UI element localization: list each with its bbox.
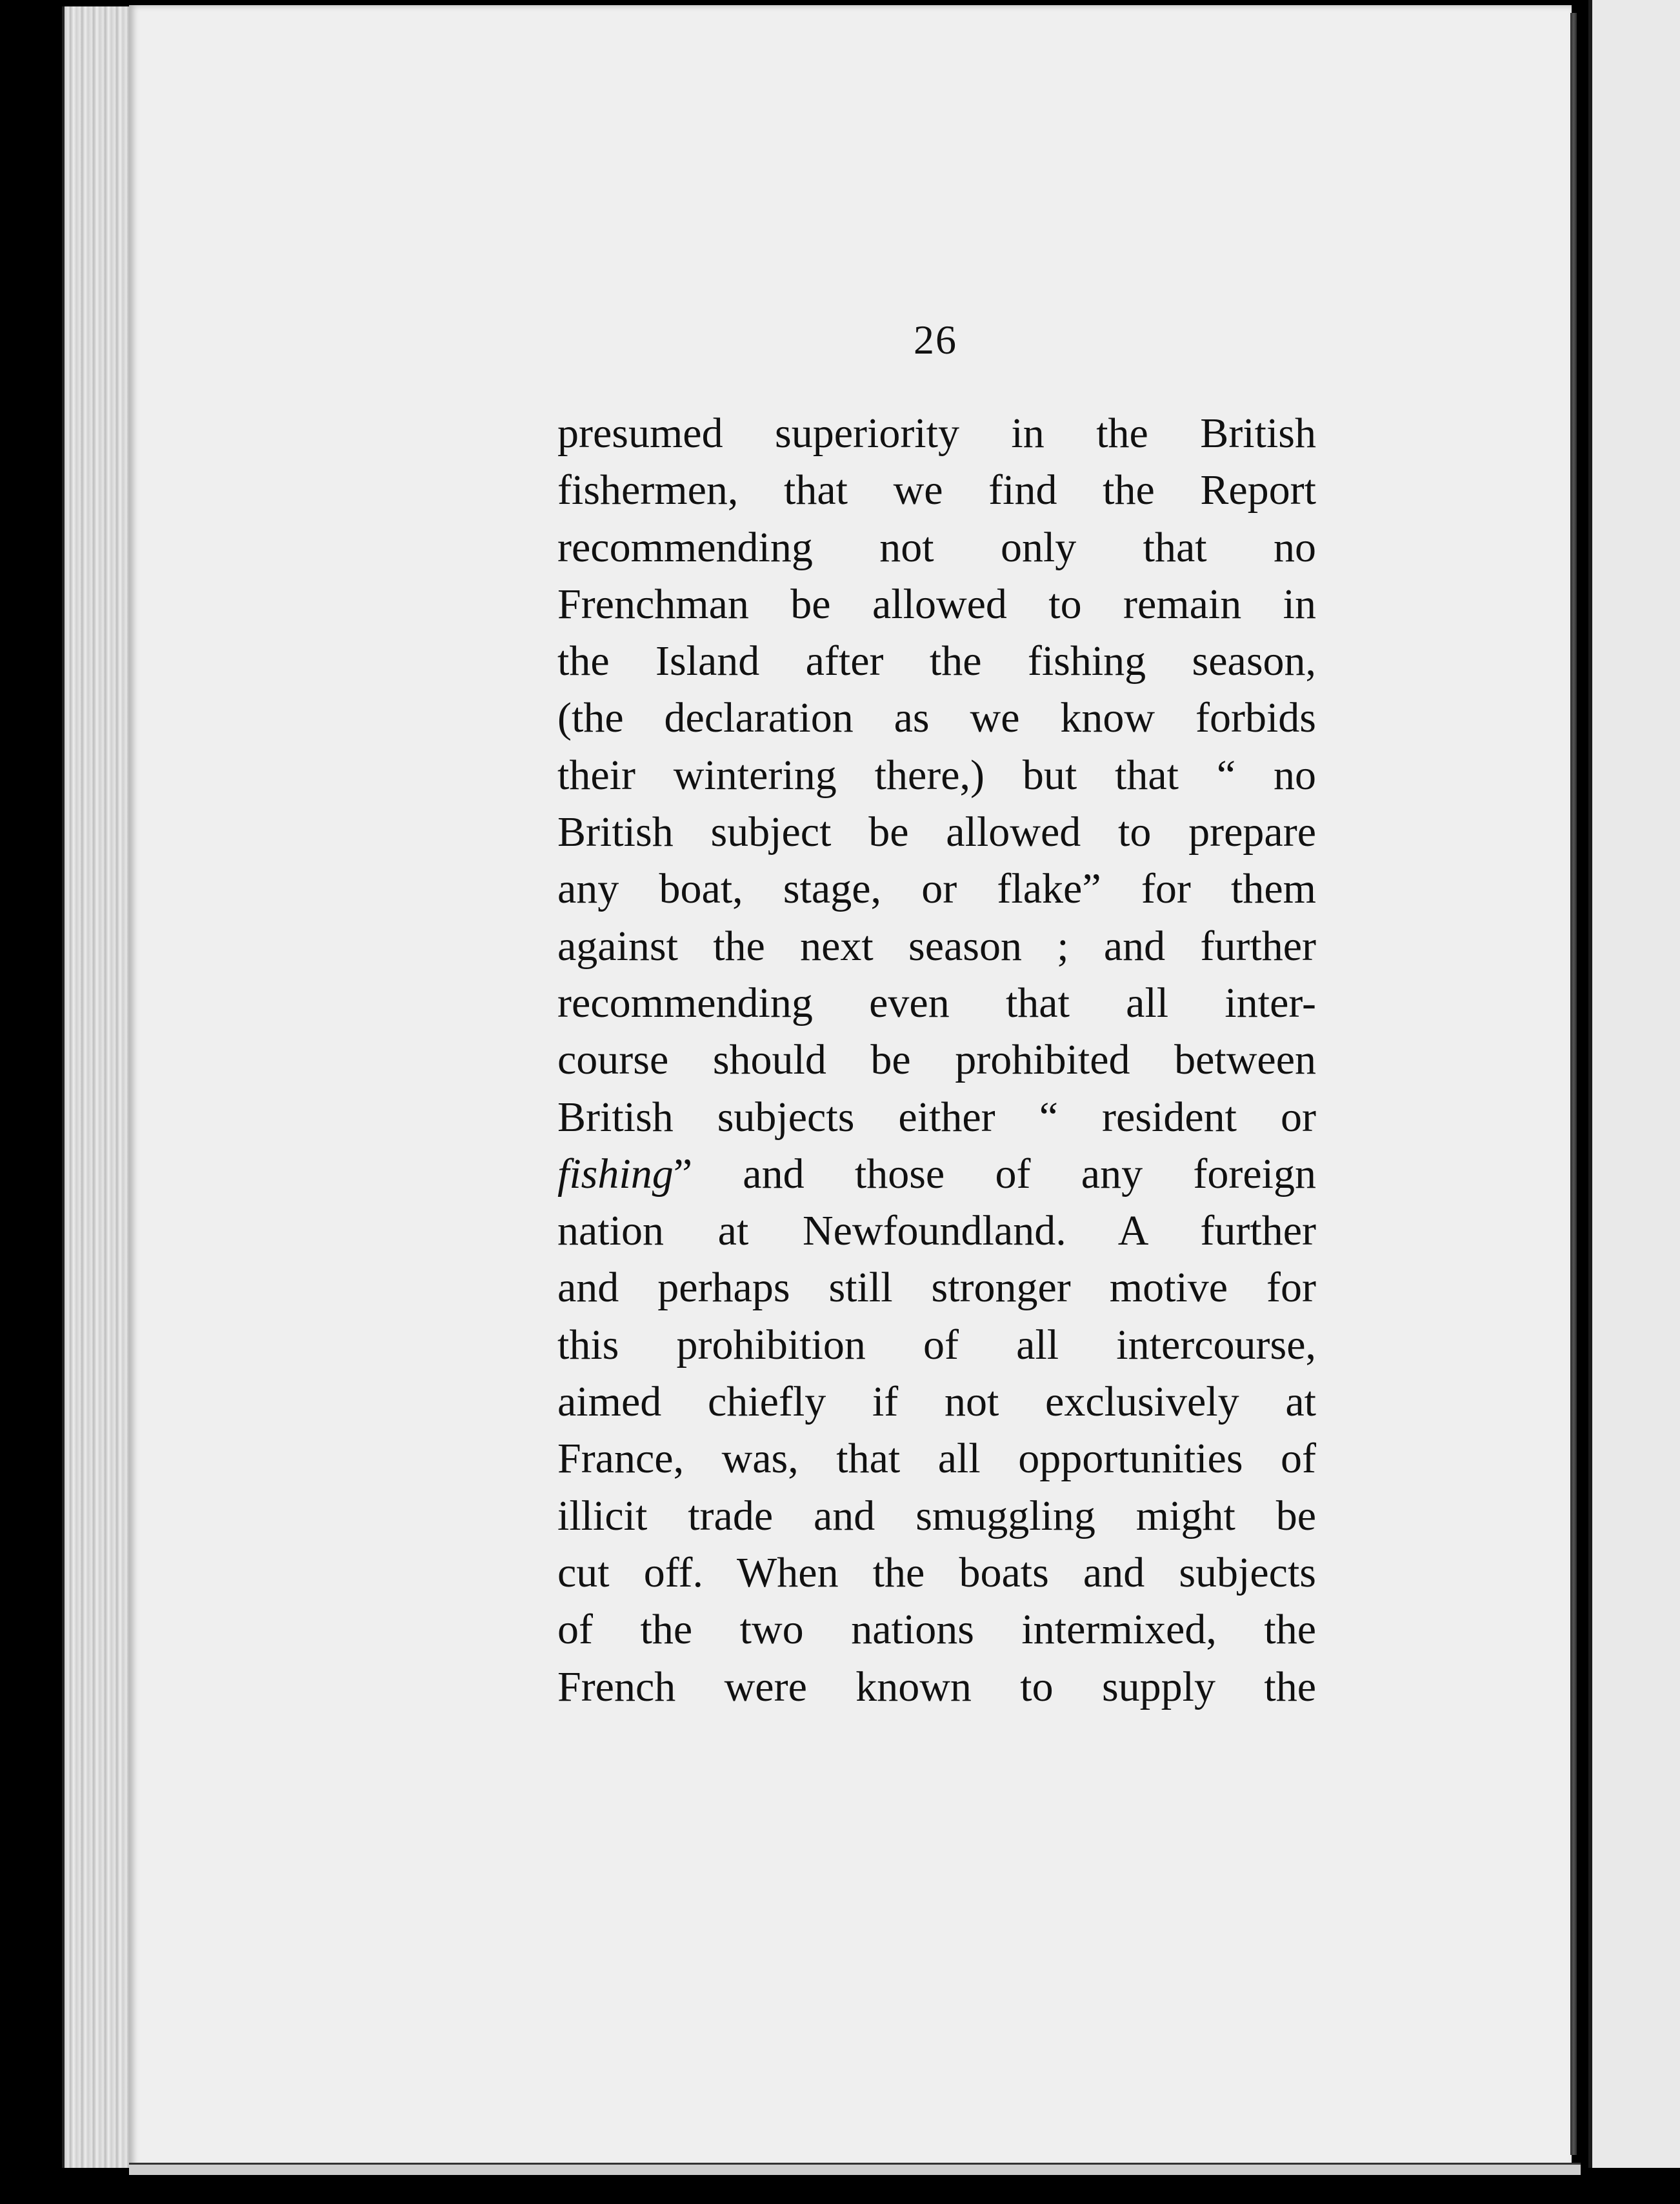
text-line: France, was, that all opportunities of: [557, 1435, 1316, 1483]
facing-page-edge: [1588, 0, 1680, 2168]
italic-word: fishing: [557, 1150, 674, 1197]
text-line: Frenchman be allowed to remain in: [557, 580, 1316, 628]
text-line-mixed: [557, 1146, 1316, 1203]
text-line: fishermen, that we find the Report: [557, 466, 1316, 514]
text-line: recommending even that all inter-: [557, 979, 1316, 1027]
text-line: aimed chiefly if not exclusively at: [557, 1378, 1316, 1426]
text-line: course should be prohibited between: [557, 1036, 1316, 1084]
page-bottom-edge: [129, 2163, 1581, 2175]
text-line-rest: ” and those of any foreign: [673, 1150, 1316, 1197]
text-line: against the next season ; and further: [557, 922, 1316, 970]
text-line: (the declaration as we know forbids: [557, 694, 1316, 742]
page-stack-edge: [62, 6, 135, 2168]
text-line: and perhaps still stronger motive for: [557, 1264, 1316, 1312]
text-line: illicit trade and smuggling might be: [557, 1492, 1316, 1539]
text-line: cut off. When the boats and subjects: [557, 1548, 1316, 1596]
text-line: French were known to supply the: [557, 1663, 1316, 1710]
text-line: of the two nations intermixed, the: [557, 1606, 1316, 1654]
text-line: the Island after the fishing season,: [557, 637, 1316, 685]
text-line: presumed superiority in the British: [557, 410, 1316, 457]
text-line: their wintering there,) but that “ no: [557, 751, 1316, 799]
body-text: [557, 405, 1316, 1716]
text-line: British subjects either “ resident or: [557, 1093, 1316, 1141]
text-line: nation at Newfoundland. A further: [557, 1207, 1316, 1255]
gutter-shadow: [1570, 13, 1577, 2155]
text-line: this prohibition of all intercourse,: [557, 1321, 1316, 1368]
text-line: any boat, stage, or flake” for them: [557, 865, 1316, 913]
page-number: 26: [914, 317, 957, 363]
text-line: recommending not only that no: [557, 523, 1316, 571]
text-line: British subject be allowed to prepare: [557, 808, 1316, 856]
